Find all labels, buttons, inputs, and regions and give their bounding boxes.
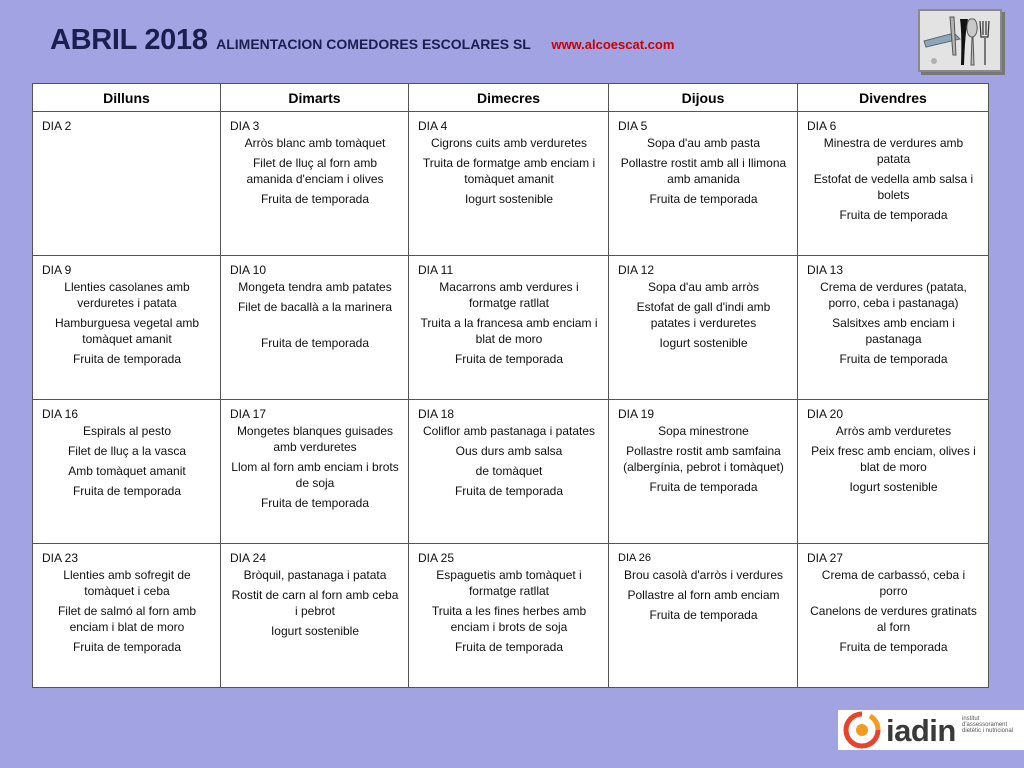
page-title	[50, 24, 674, 57]
day-number: DIA 23	[42, 551, 79, 565]
day-cell	[409, 256, 609, 400]
logo-tagline: institut d'assessorament dietètic i nutricional	[962, 716, 1014, 734]
menu-item: Fruita de temporada	[72, 640, 182, 654]
day-cell	[33, 256, 221, 400]
menu-item: Salsitxes amb enciam i pastanaga	[832, 316, 955, 346]
menu-item: Macarrons amb verdures i formatge ratllat	[439, 280, 579, 310]
menu-item: Sopa d'au amb arròs	[647, 280, 760, 294]
menu-item: Fruita de temporada	[260, 192, 370, 206]
day-number: DIA 13	[807, 263, 844, 277]
menu-item: Cigrons cuits amb verduretes	[430, 136, 588, 150]
day-cell	[798, 112, 989, 256]
menu-item: de tomàquet	[475, 464, 543, 478]
weekday-header: Dimarts	[221, 84, 409, 112]
menu-item: Pollastre rostit amb samfaina (albergínia, pebrot i tomàquet)	[623, 444, 784, 474]
menu-item: Peix fresc amb enciam, olives i blat de moro	[811, 444, 976, 474]
menu-item: Estofat de gall d'indi amb patates i verduretes	[636, 300, 771, 330]
menu-item: Truita a la francesa amb enciam i blat de moro	[420, 316, 598, 346]
day-number: DIA 11	[418, 263, 454, 277]
day-cell	[798, 400, 989, 544]
day-number: DIA 24	[230, 551, 267, 565]
menu-item: Iogurt sostenible	[270, 624, 360, 638]
logo-brand: iadin	[886, 713, 956, 748]
menu-item: Rostit de carn al forn amb ceba i pebrot	[231, 588, 399, 618]
week-row	[33, 256, 989, 400]
week-row	[33, 544, 989, 688]
menu-item: Espaguetis amb tomàquet i formatge ratllat	[436, 568, 582, 598]
menu-item: Llenties casolanes amb verduretes i patata	[64, 280, 190, 310]
menu-item: Fruita de temporada	[454, 484, 564, 498]
menu-item: Minestra de verdures amb patata	[823, 136, 964, 166]
menu-item: Arròs blanc amb tomàquet	[244, 136, 386, 150]
day-cell	[221, 544, 409, 688]
day-cell	[609, 256, 798, 400]
menu-item: Fruita de temporada	[72, 484, 182, 498]
day-number: DIA 10	[230, 263, 267, 277]
menu-item: Fruita de temporada	[839, 640, 948, 654]
menu-item: Fruita de temporada	[649, 480, 758, 494]
menu-item: Iogurt sostenible	[464, 192, 554, 206]
menu-item: Estofat de vedella amb salsa i bolets	[813, 172, 974, 202]
day-number: DIA 17	[230, 407, 267, 421]
day-number: DIA 16	[42, 407, 79, 421]
title-month: ABRIL 2018	[50, 24, 208, 56]
day-cell	[798, 256, 989, 400]
title-company: ALIMENTACION COMEDORES ESCOLARES SL	[216, 36, 531, 52]
menu-item: Amb tomàquet amanit	[68, 464, 186, 478]
day-cell	[221, 400, 409, 544]
day-cell	[609, 544, 798, 688]
menu-item: Fruita de temporada	[649, 192, 758, 206]
day-cell	[409, 112, 609, 256]
day-number: DIA 18	[418, 407, 455, 421]
menu-item: Filet de bacallà a la marinera	[237, 300, 393, 314]
menu-item: Ous durs amb salsa	[455, 444, 563, 458]
menu-item: Llom al forn amb enciam i brots de soja	[231, 460, 399, 490]
iadin-logo	[838, 710, 1024, 750]
day-cell	[609, 400, 798, 544]
menu-item: Bròquil, pastanaga i patata	[243, 568, 387, 582]
menu-item: Mongetes blanques guisades amb verduretes	[236, 424, 394, 454]
day-number: DIA 2	[42, 119, 72, 133]
menu-item: Coliflor amb pastanaga i patates	[422, 424, 596, 438]
menu-item: Arròs amb verduretes	[835, 424, 952, 438]
menu-item: Filet de lluç al forn amb amanida d'enciam i olives	[246, 156, 384, 186]
weekday-header: Dimecres	[409, 84, 609, 112]
week-row	[33, 112, 989, 256]
day-number: DIA 26	[618, 552, 652, 564]
menu-item: Fruita de temporada	[72, 352, 182, 366]
cutlery-icon	[918, 9, 1002, 72]
day-number: DIA 25	[418, 551, 455, 565]
menu-item: Sopa minestrone	[658, 424, 749, 438]
menu-item: Filet de salmó al forn amb enciam i blat de moro	[57, 604, 197, 634]
menu-item: Crema de carbassó, ceba i porro	[821, 568, 966, 598]
day-number: DIA 6	[807, 119, 837, 133]
menu-item: Iogurt sostenible	[849, 480, 938, 494]
menu-item: Fruita de temporada	[260, 336, 370, 350]
iadin-logo-icon	[840, 710, 884, 750]
day-cell	[609, 112, 798, 256]
day-cell	[33, 112, 221, 256]
day-number: DIA 4	[418, 119, 448, 133]
day-number: DIA 27	[807, 551, 844, 565]
menu-item: Filet de lluç a la vasca	[67, 444, 187, 458]
menu-item: Espirals al pesto	[82, 424, 172, 438]
day-cell	[221, 112, 409, 256]
menu-item: Hamburguesa vegetal amb tomàquet amanit	[54, 316, 200, 346]
day-cell	[221, 256, 409, 400]
day-cell	[409, 400, 609, 544]
menu-item: Pollastre rostit amb all i llimona amb amanida	[620, 156, 787, 186]
menu-item: Mongeta tendra amb patates	[238, 280, 392, 294]
week-row	[33, 400, 989, 544]
weekday-header-row	[33, 84, 989, 112]
day-cell	[33, 544, 221, 688]
weekday-header: Dijous	[609, 84, 798, 112]
weekday-header: Divendres	[798, 84, 989, 112]
menu-item: Iogurt sostenible	[659, 336, 748, 350]
day-cell	[33, 400, 221, 544]
day-number: DIA 12	[618, 263, 655, 277]
menu-item: Fruita de temporada	[839, 352, 948, 366]
day-cell	[798, 544, 989, 688]
day-number: DIA 19	[618, 407, 655, 421]
weekday-header: Dilluns	[33, 84, 221, 112]
menu-item: Truita a les fines herbes amb enciam i brots de soja	[431, 604, 587, 634]
menu-item: Canelons de verdures gratinats al forn	[810, 604, 977, 634]
day-number: DIA 5	[618, 119, 648, 133]
menu-item: Brou casolà d'arròs i verdures	[623, 568, 784, 582]
day-cell	[409, 544, 609, 688]
menu-item: Truita de formatge amb enciam i tomàquet amanit	[422, 156, 596, 186]
menu-item: Fruita de temporada	[454, 352, 564, 366]
menu-item: Pollastre al forn amb enciam	[627, 588, 780, 602]
day-number: DIA 20	[807, 407, 844, 421]
menu-item: Fruita de temporada	[649, 608, 758, 622]
menu-item: Llenties amb sofregit de tomàquet i ceba	[63, 568, 191, 598]
menu-item: Fruita de temporada	[839, 208, 948, 222]
company-url-link[interactable]: www.alcoescat.com	[551, 37, 675, 52]
day-number: DIA 3	[230, 119, 260, 133]
weekly-menu-table	[32, 83, 989, 688]
menu-item: Crema de verdures (patata, porro, ceba i pastanaga)	[820, 280, 967, 310]
menu-item: Sopa d'au amb pasta	[646, 136, 761, 150]
menu-item: Fruita de temporada	[260, 496, 370, 510]
menu-item: Fruita de temporada	[454, 640, 564, 654]
day-number: DIA 9	[42, 263, 72, 277]
